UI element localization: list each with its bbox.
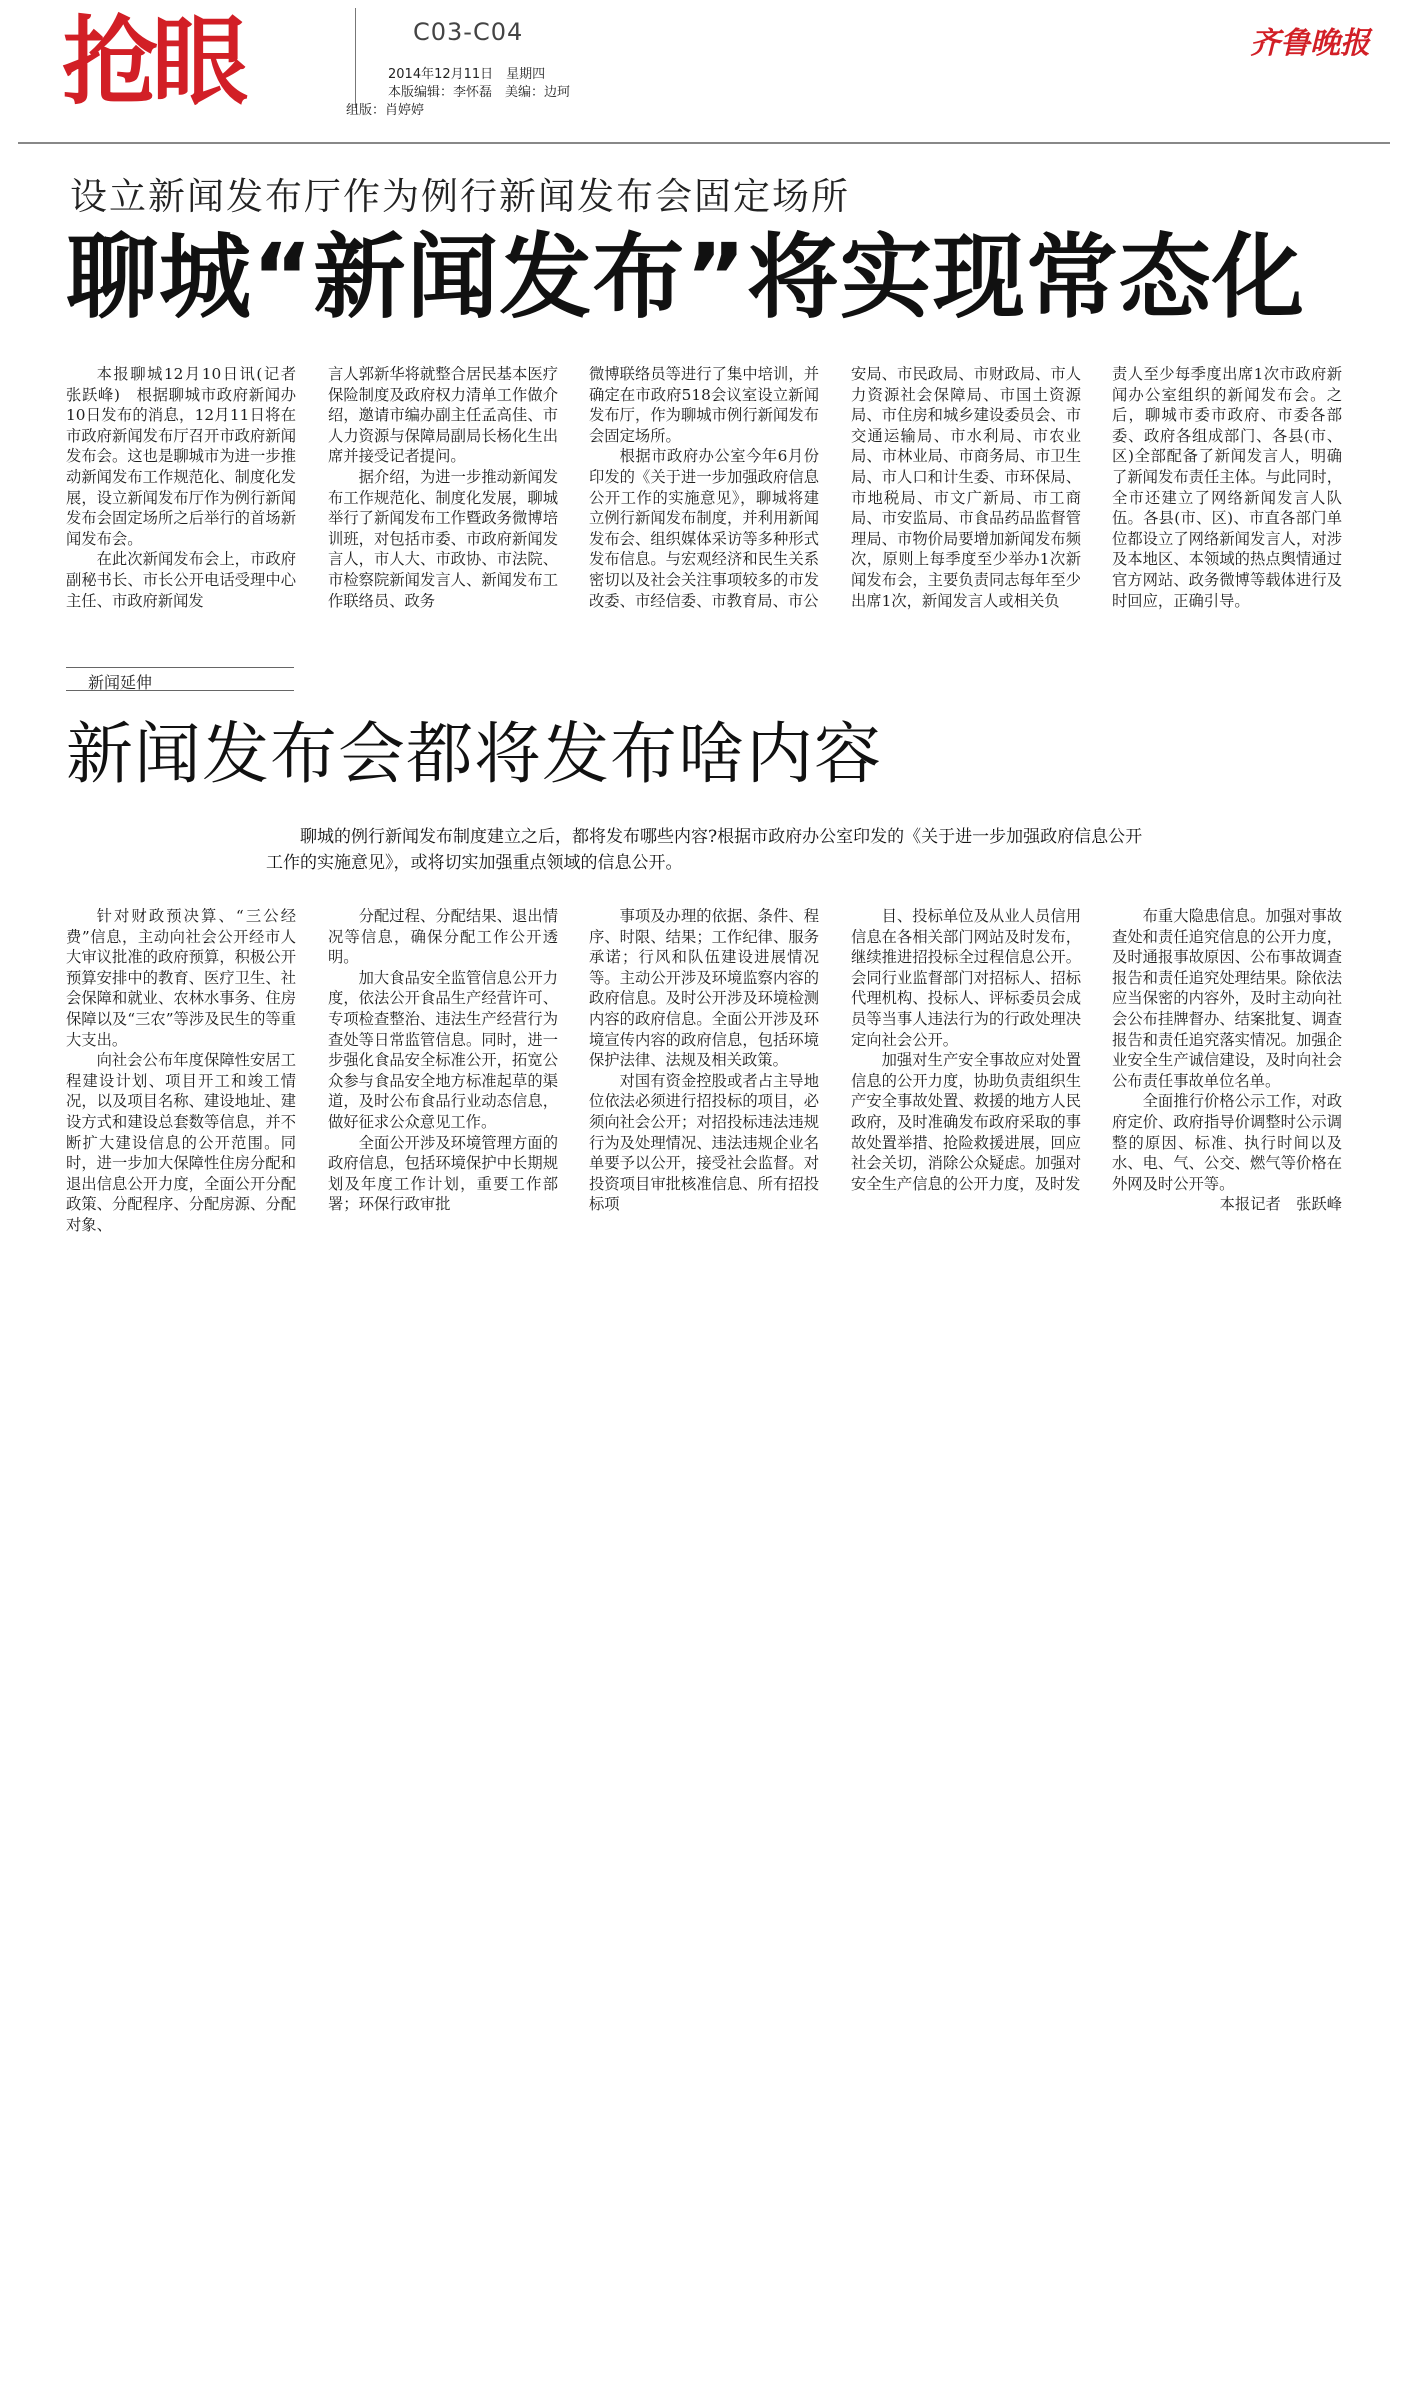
paragraph: 加大食品安全监管信息公开力度，依法公开食品生产经营许可、专项检查整治、违法生产经营行为查处等日常监管信息。同时，进一步强化食品安全标准公开，拓宽公众参与食品安全地方标准起草的渠道，及时公布食品行业动态信息，做好征求公众意见工作。	[328, 968, 558, 1131]
paragraph: 言人郭新华将就整合居民基本医疗保险制度及政府权力清单工作做介绍，邀请市编办副主任孟高佳、市人力资源与保障局副局长杨化生出席并接受记者提问。	[328, 365, 558, 466]
article2-column-4	[851, 906, 1081, 1194]
article1-column-2	[328, 364, 558, 611]
article1-kicker: 设立新闻发布厅作为例行新闻发布会固定场所	[70, 175, 850, 218]
article1-column-3	[589, 364, 819, 611]
byline: 本报记者 张跃峰	[1219, 1195, 1342, 1214]
newspaper-logo: 齐鲁晚报	[1250, 26, 1370, 61]
paragraph: 加强对生产安全事故应对处置信息的公开力度，协助负责组织生产安全事故处置、救援的地方人民政府，及时准确发布政府采取的事故处置举措、抢险救援进展，回应社会关切，消除公众疑虑。加强对安全生产信息的公开力度，及时发	[851, 1051, 1081, 1193]
article1-column-4	[851, 364, 1081, 611]
paragraph: 分配过程、分配结果、退出情况等信息，确保分配工作公开透明。	[328, 907, 558, 967]
article2-column-1	[66, 906, 296, 1236]
layout-credit: 组版：肖婷婷	[346, 103, 425, 118]
paragraph: 全面推行价格公示工作，对政府定价、政府指导价调整时公示调整的原因、标准、执行时间以及水、电、气、公交、燃气等价格在外网及时公开等。	[1112, 1092, 1342, 1193]
paragraph: 微博联络员等进行了集中培训，并确定在市政府518会议室设立新闻发布厅，作为聊城市例行新闻发布会固定场所。	[589, 365, 819, 445]
editor-credits: 本版编辑：李怀磊 美编：边珂	[388, 85, 571, 100]
section-title: 抢眼	[62, 6, 242, 118]
paragraph: 布重大隐患信息。加强对事故查处和责任追究信息的公开力度，及时通报事故原因、公布事故调查报告和责任追究处理结果。除依法应当保密的内容外，及时主动向社会公布挂牌督办、结案批复、调查报告和责任追究落实情况。加强企业安全生产诚信建设，及时向社会公布责任事故单位名单。	[1112, 907, 1342, 1090]
article2-column-2	[328, 906, 558, 1215]
masthead-divider	[355, 8, 356, 108]
header-rule	[18, 142, 1390, 144]
paragraph: 事项及办理的依据、条件、程序、时限、结果；工作纪律、服务承诺；行风和队伍建设进展情况等。主动公开涉及环境监察内容的政府信息。及时公开涉及环境检测内容的政府信息。全面公开涉及环境宣传内容的政府信息，包括环境保护法律、法规及相关政策。	[589, 907, 819, 1070]
article2-headline: 新闻发布会都将发布啥内容	[66, 715, 882, 793]
article2-lead: 聊城的例行新闻发布制度建立之后，都将发布哪些内容?根据市政府办公室印发的《关于进一步加强政府信息公开工作的实施意见》，或将切实加强重点领域的信息公开。	[266, 827, 1143, 873]
paragraph: 在此次新闻发布会上，市政府副秘书长、市长公开电话受理中心主任、市政府新闻发	[66, 550, 296, 610]
article2-column-3	[589, 906, 819, 1215]
paragraph: 安局、市民政局、市财政局、市人力资源社会保障局、市国土资源局、市住房和城乡建设委员会、市交通运输局、市水利局、市农业局、市林业局、市商务局、市卫生局、市人口和计生委、市环保局、市地税局、市文广新局、市工商局、市安监局、市食品药品监督管理局、市物价局要增加新闻发布频次，原则上每季度至少举办1次新闻发布会，主要负责同志每年至少出席1次，新闻发言人或相关负	[851, 365, 1081, 610]
paragraph: 向社会公布年度保障性安居工程建设计划、项目开工和竣工情况，以及项目名称、建设地址、建设方式和建设总套数等信息，并不断扩大建设信息的公开范围。同时，进一步加大保障性住房分配和退出信息公开力度，全面公开分配政策、分配程序、分配房源、分配对象、	[66, 1051, 296, 1234]
page-number: C03-C04	[413, 18, 524, 46]
paragraph: 目、投标单位及从业人员信用信息在各相关部门网站及时发布，继续推进招投标全过程信息公开。会同行业监督部门对招标人、招标代理机构、投标人、评标委员会成员等当事人违法行为的行政处理决定向社会公开。	[851, 907, 1081, 1049]
article1-column-5	[1112, 364, 1342, 611]
section-tag: 新闻延伸	[88, 673, 153, 692]
article1-column-1	[66, 364, 312, 611]
paragraph: 责人至少每季度出席1次市政府新闻办公室组织的新闻发布会。之后，聊城市委市政府、市委各部委、政府各组成部门、各县(市、区)全部配备了新闻发言人，明确了新闻发布责任主体。与此同时，全市还建立了网络新闻发言人队伍。各县(市、区)、市直各部门单位都设立了网络新闻发言人，对涉及本地区、本领域的热点舆情通过官方网站、政务微博等载体进行及时回应，正确引导。	[1112, 365, 1342, 610]
paragraph: 据介绍，为进一步推动新闻发布工作规范化、制度化发展，聊城举行了新闻发布工作暨政务微博培训班，对包括市委、市政府新闻发言人，市人大、市政协、市法院、市检察院新闻发言人、新闻发布工作联络员、政务	[328, 467, 558, 610]
article2-column-5	[1112, 906, 1342, 1215]
article1-headline: 聊城“新闻发布”将实现常态化	[66, 224, 1305, 331]
issue-date: 2014年12月11日 星期四	[388, 67, 546, 82]
paragraph: 针对财政预决算、“三公经费”信息，主动向社会公开经市人大审议批准的政府预算，积极公开预算安排中的教育、医疗卫生、社会保障和就业、农林水事务、住房保障以及“三农”等涉及民生的等重大支出。	[66, 907, 296, 1049]
paragraph: 对国有资金控股或者占主导地位依法必须进行招投标的项目，必须向社会公开；对招投标违法违规行为及处理情况、违法违规企业名单要予以公开，接受社会监督。对投资项目审批核准信息、所有招投标项	[589, 1071, 819, 1214]
paragraph: 本报聊城12月10日讯(记者 张跃峰) 根据聊城市政府新闻办10日发布的消息，12月11日将在市政府新闻发布厅召开市政府新闻发布会。这也是聊城市为进一步推动新闻发布工作规范化、制度化发展，设立新闻发布厅作为例行新闻发布会固定场所之后举行的首场新闻发布会。	[66, 365, 312, 548]
paragraph: 根据市政府办公室今年6月份印发的《关于进一步加强政府信息公开工作的实施意见》，聊城将建立例行新闻发布制度，并利用新闻发布会、组织媒体采访等多种形式发布信息。与宏观经济和民生关系密切以及社会关注事项较多的市发改委、市经信委、市教育局、市公	[589, 447, 819, 610]
paragraph: 全面公开涉及环境管理方面的政府信息，包括环境保护中长期规划及年度工作计划，重要工作部署；环保行政审批	[328, 1133, 558, 1214]
